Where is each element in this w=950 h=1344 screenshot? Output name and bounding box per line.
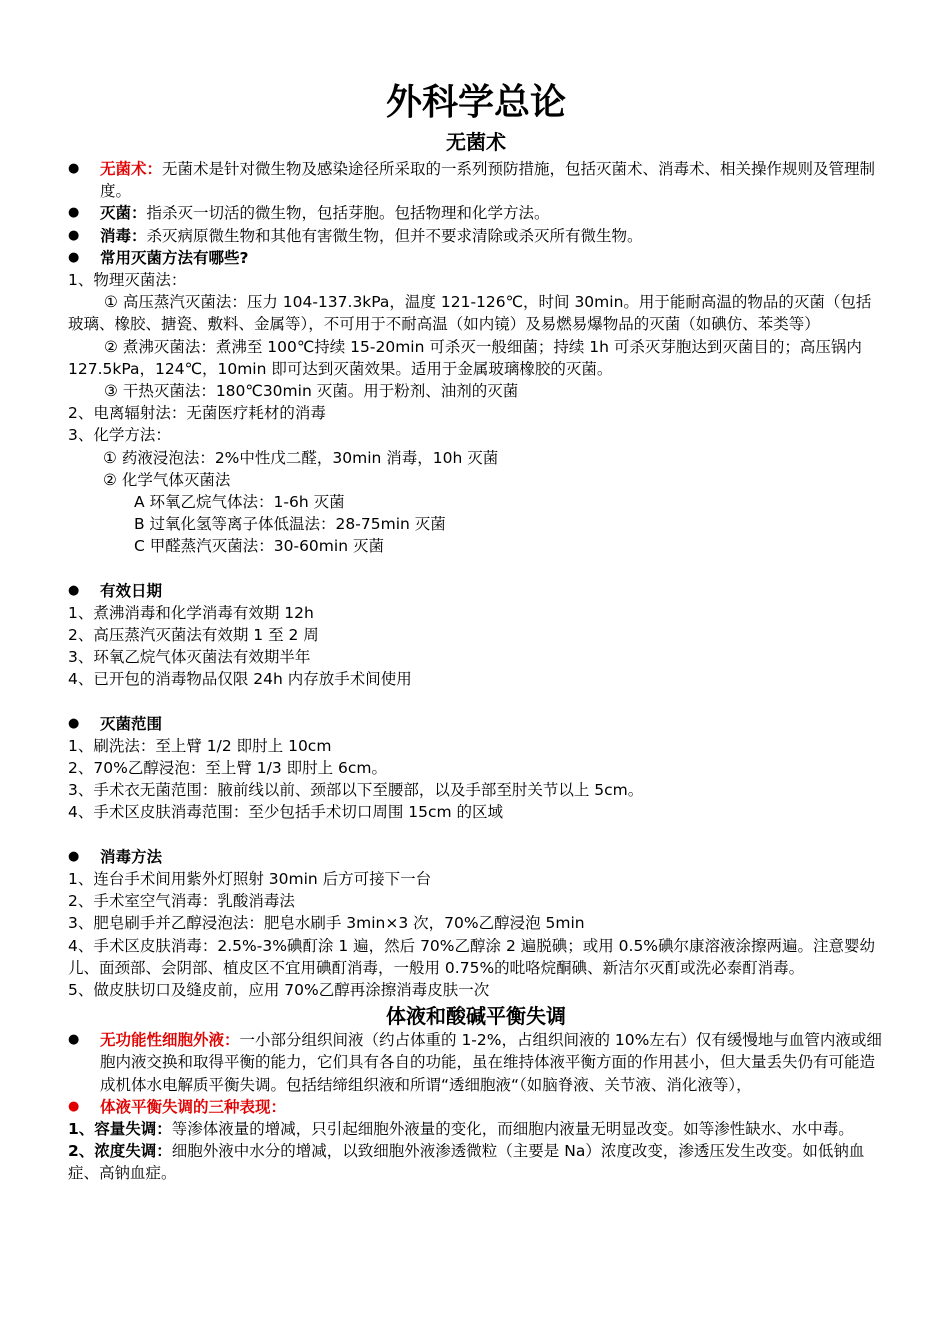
term-text: 杀灭病原微生物和其他有害微生物，但并不要求清除或杀灭所有微生物。: [146, 226, 643, 245]
section-heading-fluid: 体液和酸碱平衡失调: [386, 1004, 566, 1029]
term-label: 体液平衡失调的三种表现：: [100, 1097, 287, 1116]
method-immersion: ① 药液浸泡法：2%中性戊二醛，30min 消毒，10h 灭菌: [103, 448, 499, 467]
list-item: 1、煮沸消毒和化学消毒有效期 12h: [68, 603, 314, 622]
method-radiation: 2、电离辐射法：无菌医疗耗材的消毒: [68, 404, 326, 423]
method-boiling: ② 煮沸灭菌法：煮沸至 100℃持续 15-20min 可杀灭一般细菌；持续 1h 可杀灭芽胞达到灭菌目的；高压锅内 127.5kPa，124℃，10min 即可达到灭菌效果。适用于金属玻璃橡胶的灭菌。: [68, 337, 862, 378]
list-item: 4、已开包的消毒物品仅限 24h 内存放手术间使用: [68, 670, 412, 689]
imbalance-volume: [68, 1118, 884, 1140]
document-title: 外科学总论: [385, 82, 566, 123]
term-label: 消毒：: [100, 226, 147, 245]
term-text: 无菌术是针对微生物及感染途径所采取的一系列预防措施，包括灭菌术、消毒术、相关操作规则及管理制度。: [100, 160, 876, 201]
method-gas-b: B 过氧化氢等离子体低温法：28-75min 灭菌: [134, 515, 446, 534]
term-label: 常用灭菌方法有哪些?: [100, 248, 249, 267]
term-label: 2、浓度失调：: [68, 1142, 172, 1161]
term-text: 一小部分组织间液（约占体重的 1-2%，占组织间液的 10%左右）仅有缓慢地与血管内液或细胞内液交换和取得平衡的能力，它们具有各自的功能，虽在维持体液平衡方面的作用甚小，但大量丢失仍有可能造成机体水电解质平衡失调。包括结缔组织液和所谓“透细胞液“（如脑脊液、关节液、消化液等），: [100, 1031, 882, 1094]
list-item: 2、70%乙醇浸泡：至上臂 1/3 即肘上 6cm。: [68, 759, 388, 778]
method-physical: 1、物理灭菌法：: [68, 271, 187, 290]
bullet-nonfunctional-ecf: [68, 1029, 884, 1096]
method-gas-a: A 环氧乙烷气体法：1-6h 灭菌: [134, 493, 345, 512]
list-item: 2、手术室空气消毒：乳酸消毒法: [68, 892, 295, 911]
bullet-imbalance: [68, 1096, 884, 1118]
list-item: 1、刷洗法：至上臂 1/2 即肘上 10cm: [68, 736, 332, 755]
term-label: 灭菌：: [100, 204, 147, 223]
term-label: 无功能性细胞外液：: [100, 1031, 240, 1050]
method-gas: ② 化学气体灭菌法: [103, 470, 231, 489]
term-text: 指杀灭一切活的微生物，包括芽胞。包括物理和化学方法。: [146, 204, 550, 223]
list-item: 4、手术区皮肤消毒范围：至少包括手术切口周围 15cm 的区域: [68, 803, 504, 822]
bullet-common-methods: [68, 247, 884, 269]
method-gas-c: C 甲醛蒸汽灭菌法：30-60min 灭菌: [134, 537, 384, 556]
list-item: 3、手术衣无菌范围：腋前线以前、颈部以下至腰部，以及手部至肘关节以上 5cm。: [68, 781, 644, 800]
method-steam: ① 高压蒸汽灭菌法：压力 104-137.3kPa，温度 121-126℃，时间 30min。用于能耐高温的物品的灭菌（包括玻璃、橡胶、搪瓷、敷料、金属等），不可用于不耐高温（如内镜）及易燃易爆物品的灭菌（如碘仿、苯类等）: [68, 293, 872, 334]
list-item: 4、手术区皮肤消毒：2.5%-3%碘酊涂 1 遍，然后 70%乙醇涂 2 遍脱碘；或用 0.5%碘尔康溶液涂擦两遍。注意婴幼儿、面颈部、会阴部、植皮区不宜用碘酊消毒，一般用 0.75%的吡咯烷酮碘、新洁尔灭酊或洗必泰酊消毒。: [68, 936, 876, 977]
section-heading-aseptic: 无菌术: [446, 130, 506, 154]
disinfection-heading: ● 消毒方法: [68, 846, 884, 868]
imbalance-concentration: [68, 1140, 884, 1184]
term-label: 无菌术：: [100, 160, 163, 178]
list-item: 1、连台手术间用紫外灯照射 30min 后方可接下一台: [68, 869, 432, 888]
validity-heading: ● 有效日期: [68, 580, 884, 602]
list-item: 2、高压蒸汽灭菌法有效期 1 至 2 周: [68, 626, 319, 645]
method-dry-heat: ③ 干热灭菌法：180℃30min 灭菌。用于粉剂、油剂的灭菌: [104, 382, 519, 401]
list-item: 5、做皮肤切口及缝皮前，应用 70%乙醇再涂擦消毒皮肤一次: [68, 980, 490, 999]
method-chemical: 3、化学方法：: [68, 426, 171, 445]
term-label: 1、容量失调：: [68, 1119, 172, 1138]
term-text: 细胞外液中水分的增减，以致细胞外液渗透微粒（主要是 Na）浓度改变，渗透压发生改变。如低钠血症、高钠血症。: [68, 1142, 865, 1183]
list-item: 3、肥皂刷手并乙醇浸泡法：肥皂水刷手 3min×3 次，70%乙醇浸泡 5min: [68, 914, 585, 933]
bullet-disinfection: [68, 225, 884, 247]
document-page: [68, 78, 884, 1185]
list-item: 3、环氧乙烷气体灭菌法有效期半年: [68, 648, 311, 667]
bullet-sterilization: [68, 202, 884, 224]
term-text: 等渗体液量的增减，只引起细胞外液量的变化，而细胞内液量无明显改变。如等渗性缺水、水中毒。: [171, 1119, 854, 1138]
scope-heading: ● 灭菌范围: [68, 713, 884, 735]
bullet-aseptic-definition: [68, 158, 884, 202]
